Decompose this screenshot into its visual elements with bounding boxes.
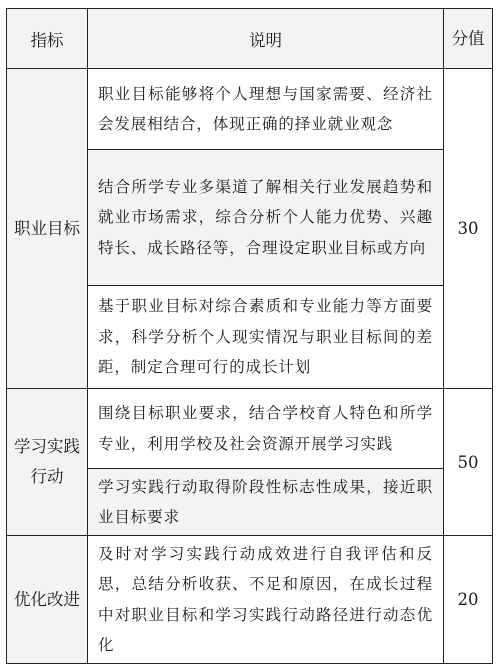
category-cell: 优化改进 (7, 536, 88, 664)
description-cell: 及时对学习实践行动成效进行自我评估和反思，总结分析收获、不足和原因，在成长过程中对职业目标和学习实践行动路径进行动态优化 (88, 536, 444, 664)
table-row (7, 389, 493, 469)
header-row (7, 9, 493, 69)
category-cell: 学习实践行动 (7, 389, 88, 536)
description-cell: 结合所学专业多渠道了解相关行业发展趋势和就业市场需求，综合分析个人能力优势、兴趣特长、成长路径等，合理设定职业目标或方向 (88, 150, 444, 286)
header-description: 说明 (88, 9, 444, 69)
score-cell: 20 (444, 536, 493, 664)
table-row (7, 69, 493, 150)
description-cell: 围绕目标职业要求，结合学校育人特色和所学专业，利用学校及社会资源开展学习实践 (88, 389, 444, 469)
header-score: 分值 (444, 9, 493, 69)
category-cell: 职业目标 (7, 69, 88, 389)
score-cell: 30 (444, 69, 493, 389)
scoring-table (6, 8, 493, 664)
table-row (7, 536, 493, 664)
header-indicator: 指标 (7, 9, 88, 69)
description-cell: 学习实践行动取得阶段性标志性成果，接近职业目标要求 (88, 469, 444, 536)
score-cell: 50 (444, 389, 493, 536)
description-cell: 基于职业目标对综合素质和专业能力等方面要求，科学分析个人现实情况与职业目标间的差距，制定合理可行的成长计划 (88, 286, 444, 389)
description-cell: 职业目标能够将个人理想与国家需要、经济社会发展相结合，体现正确的择业就业观念 (88, 69, 444, 150)
